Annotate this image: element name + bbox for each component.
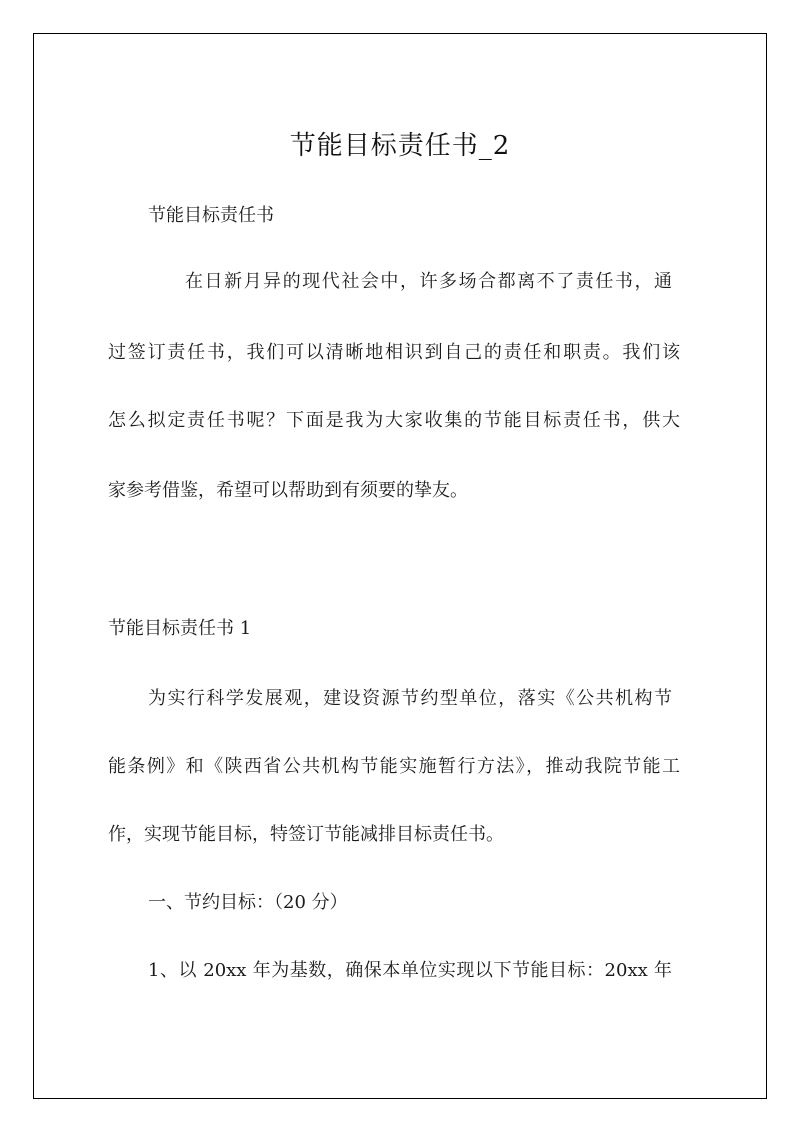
- intro-line-3: 怎么拟定责任书呢？下面是我为大家收集的节能目标责任书，供大: [108, 410, 680, 431]
- target-heading: 一、节约目标：（20 分）: [148, 892, 348, 913]
- section-para-line-2: 能条例》和《陕西省公共机构节能实施暂行方法》，推动我院节能工: [108, 756, 680, 777]
- section-para-line-1: 为实行科学发展观，建设资源节约型单位，落实《公共机构节: [148, 688, 672, 709]
- document-subtitle: 节能目标责任书: [148, 205, 274, 226]
- section-heading: 节能目标责任书 1: [108, 618, 252, 639]
- page-border: [33, 33, 767, 1099]
- list-item-1: 1、以 20xx 年为基数，确保本单位实现以下节能目标：20xx 年: [148, 960, 672, 981]
- intro-line-4: 家参考借鉴，希望可以帮助到有须要的挚友。: [108, 480, 468, 501]
- intro-line-2: 过签订责任书，我们可以清晰地相识到自己的责任和职责。我们该: [108, 342, 680, 363]
- intro-line-1: 在日新月异的现代社会中，许多场合都离不了责任书，通: [185, 271, 672, 292]
- section-para-line-3: 作，实现节能目标，特签订节能减排目标责任书。: [108, 824, 504, 845]
- document-title: 节能目标责任书_2: [289, 131, 511, 161]
